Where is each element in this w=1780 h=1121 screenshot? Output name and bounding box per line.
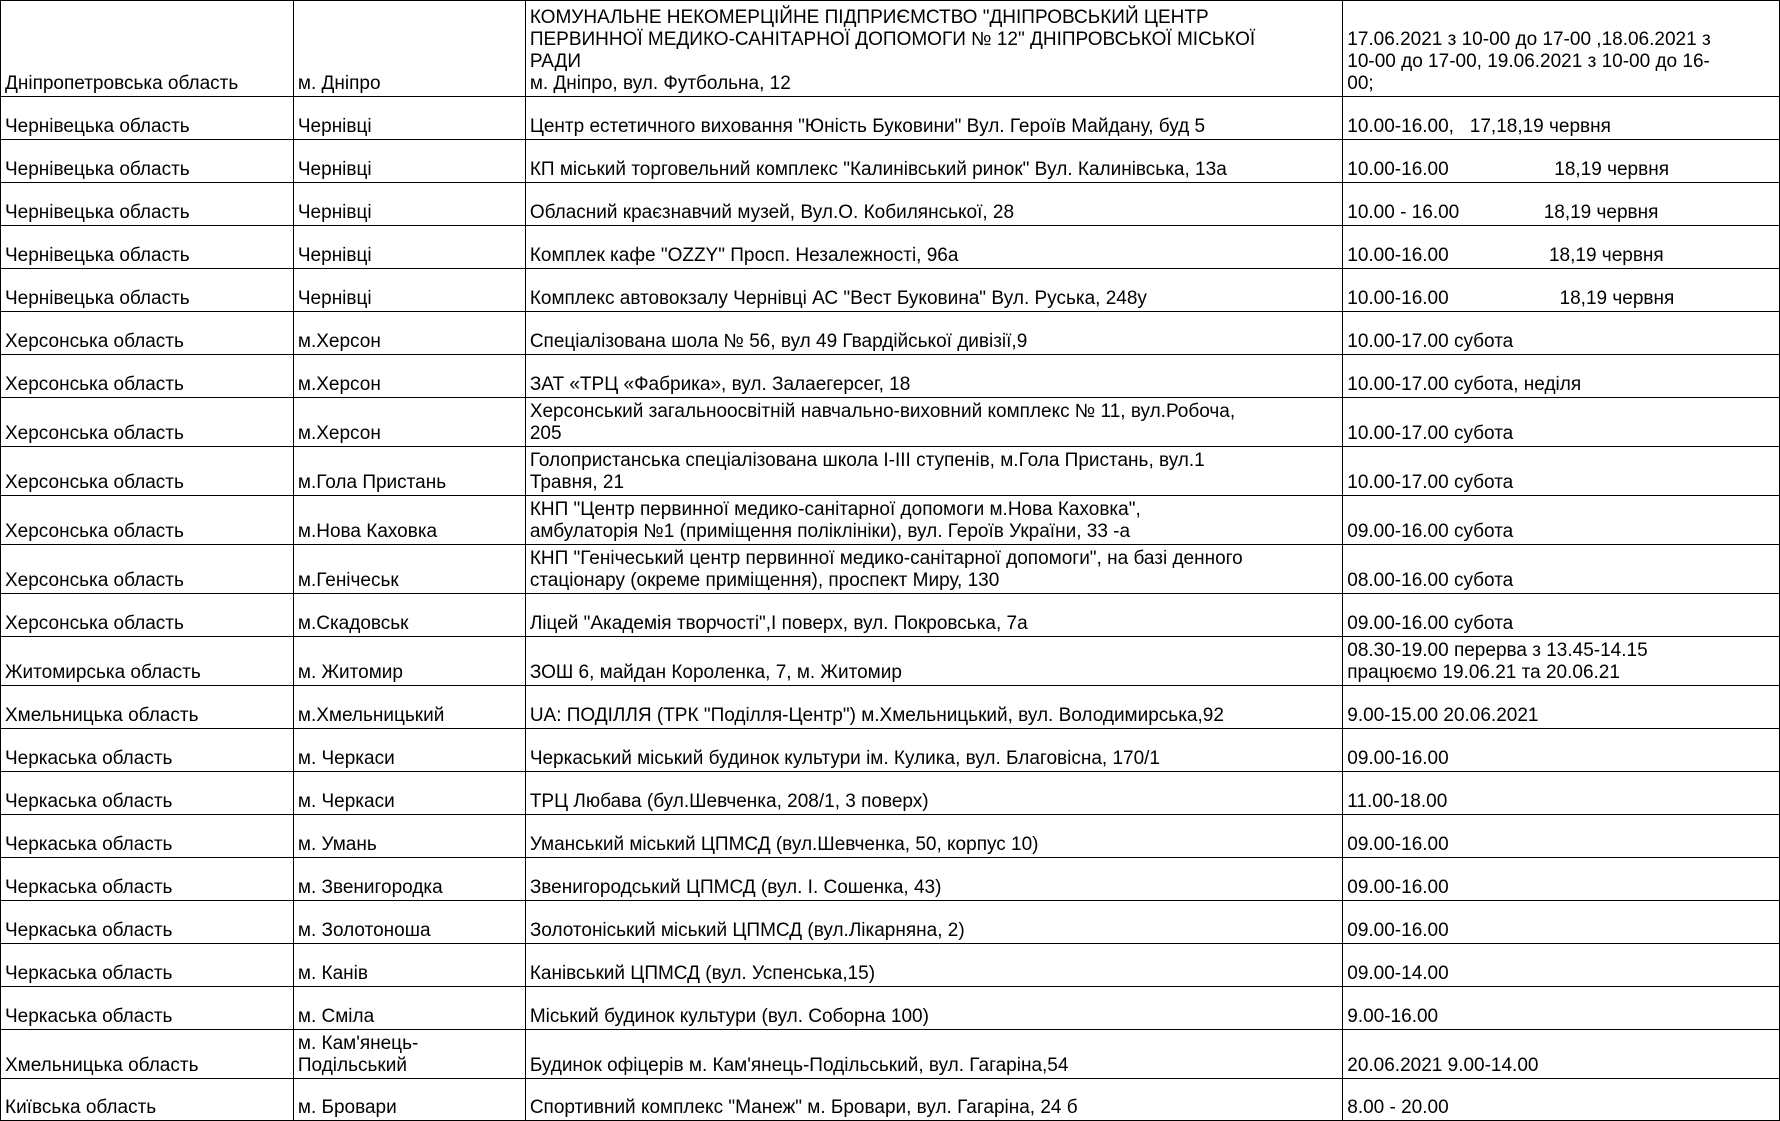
table-row bbox=[1, 97, 1780, 140]
region-cell: Житомирська область bbox=[1, 637, 294, 686]
region-cell: Київська область bbox=[1, 1079, 294, 1121]
time-cell: 8.00 - 20.00 bbox=[1343, 1079, 1780, 1121]
table-row bbox=[1, 355, 1780, 398]
location-cell: КНП "Центр первинної медико-санітарної допомоги м.Нова Каховка", амбулаторія №1 (приміщення поліклініки), вул. Героїв України, 33 -а bbox=[525, 496, 1342, 545]
table-row bbox=[1, 312, 1780, 355]
city-cell: м. Кам'янець- Подільський bbox=[293, 1030, 525, 1079]
location-cell: Херсонський загальноосвітній навчально-виховний комплекс № 11, вул.Робоча, 205 bbox=[525, 398, 1342, 447]
location-cell: Спеціалізована шола № 56, вул 49 Гвардійської дивізії,9 bbox=[525, 312, 1342, 355]
table-row bbox=[1, 447, 1780, 496]
time-cell: 08.00-16.00 субота bbox=[1343, 545, 1780, 594]
location-cell: Канівський ЦПМСД (вул. Успенська,15) bbox=[525, 944, 1342, 987]
time-cell: 10.00-16.00 18,19 червня bbox=[1343, 140, 1780, 183]
time-cell: 9.00-15.00 20.06.2021 bbox=[1343, 686, 1780, 729]
table-row bbox=[1, 686, 1780, 729]
city-cell: м. Житомир bbox=[293, 637, 525, 686]
location-cell: Центр естетичного виховання "Юність Буковини" Вул. Героїв Майдану, буд 5 bbox=[525, 97, 1342, 140]
table-row bbox=[1, 772, 1780, 815]
location-cell: Комплек кафе "OZZY" Просп. Незалежності, 96а bbox=[525, 226, 1342, 269]
table-row bbox=[1, 944, 1780, 987]
region-cell: Херсонська область bbox=[1, 545, 294, 594]
time-cell: 10.00-17.00 субота bbox=[1343, 312, 1780, 355]
city-cell: м. Черкаси bbox=[293, 729, 525, 772]
city-cell: м.Гола Пристань bbox=[293, 447, 525, 496]
table-row bbox=[1, 815, 1780, 858]
location-cell: Обласний краєзнавчий музей, Вул.О. Кобилянської, 28 bbox=[525, 183, 1342, 226]
table-row bbox=[1, 269, 1780, 312]
table-row bbox=[1, 496, 1780, 545]
region-cell: Чернівецька область bbox=[1, 183, 294, 226]
table-body bbox=[1, 1, 1780, 1121]
table-row bbox=[1, 1, 1780, 97]
location-cell: Спортивний комплекс "Манеж" м. Бровари, вул. Гагаріна, 24 б bbox=[525, 1079, 1342, 1121]
table-row bbox=[1, 226, 1780, 269]
region-cell: Херсонська область bbox=[1, 312, 294, 355]
time-cell: 10.00-16.00 18,19 червня bbox=[1343, 226, 1780, 269]
city-cell: Чернівці bbox=[293, 140, 525, 183]
location-cell: Звенигородський ЦПМСД (вул. І. Сошенка, 43) bbox=[525, 858, 1342, 901]
location-cell: Золотоніський міський ЦПМСД (вул.Лікарняна, 2) bbox=[525, 901, 1342, 944]
region-cell: Хмельницька область bbox=[1, 686, 294, 729]
time-cell: 09.00-16.00 bbox=[1343, 901, 1780, 944]
time-cell: 10.00-17.00 субота, неділя bbox=[1343, 355, 1780, 398]
region-cell: Чернівецька область bbox=[1, 140, 294, 183]
time-cell: 17.06.2021 з 10-00 до 17-00 ,18.06.2021 з 10-00 до 17-00, 19.06.2021 з 10-00 до 16- 00; bbox=[1343, 1, 1780, 97]
city-cell: Чернівці bbox=[293, 183, 525, 226]
region-cell: Херсонська область bbox=[1, 447, 294, 496]
time-cell: 10.00 - 16.00 18,19 червня bbox=[1343, 183, 1780, 226]
location-cell: ТРЦ Любава (бул.Шевченка, 208/1, 3 поверх) bbox=[525, 772, 1342, 815]
city-cell: м. Сміла bbox=[293, 987, 525, 1030]
region-cell: Черкаська область bbox=[1, 944, 294, 987]
location-cell: ЗАТ «ТРЦ «Фабрика», вул. Залаегерсег, 18 bbox=[525, 355, 1342, 398]
region-cell: Дніпропетровська область bbox=[1, 1, 294, 97]
city-cell: м.Хмельницький bbox=[293, 686, 525, 729]
table-row bbox=[1, 987, 1780, 1030]
table-row bbox=[1, 183, 1780, 226]
city-cell: м.Скадовськ bbox=[293, 594, 525, 637]
time-cell: 09.00-16.00 bbox=[1343, 729, 1780, 772]
location-cell: Голопристанська спеціалізована школа І-ІІІ ступенів, м.Гола Пристань, вул.1 Травня, 21 bbox=[525, 447, 1342, 496]
location-cell: ЗОШ 6, майдан Короленка, 7, м. Житомир bbox=[525, 637, 1342, 686]
city-cell: м. Бровари bbox=[293, 1079, 525, 1121]
city-cell: м. Умань bbox=[293, 815, 525, 858]
time-cell: 09.00-16.00 субота bbox=[1343, 496, 1780, 545]
region-cell: Херсонська область bbox=[1, 398, 294, 447]
city-cell: м.Херсон bbox=[293, 355, 525, 398]
location-cell: КП міський торговельний комплекс "Калинівський ринок" Вул. Калинівська, 13а bbox=[525, 140, 1342, 183]
table-row bbox=[1, 594, 1780, 637]
city-cell: м.Нова Каховка bbox=[293, 496, 525, 545]
city-cell: м. Черкаси bbox=[293, 772, 525, 815]
region-cell: Херсонська область bbox=[1, 355, 294, 398]
city-cell: м. Золотоноша bbox=[293, 901, 525, 944]
region-cell: Черкаська область bbox=[1, 858, 294, 901]
city-cell: м.Генічеськ bbox=[293, 545, 525, 594]
table-row bbox=[1, 398, 1780, 447]
table-row bbox=[1, 545, 1780, 594]
location-cell: UA: ПОДІЛЛЯ (ТРК "Поділля-Центр") м.Хмельницький, вул. Володимирська,92 bbox=[525, 686, 1342, 729]
time-cell: 9.00-16.00 bbox=[1343, 987, 1780, 1030]
city-cell: Чернівці bbox=[293, 269, 525, 312]
region-cell: Чернівецька область bbox=[1, 226, 294, 269]
time-cell: 08.30-19.00 перерва з 13.45-14.15 працюємо 19.06.21 та 20.06.21 bbox=[1343, 637, 1780, 686]
region-cell: Черкаська область bbox=[1, 815, 294, 858]
time-cell: 20.06.2021 9.00-14.00 bbox=[1343, 1030, 1780, 1079]
table-row bbox=[1, 729, 1780, 772]
city-cell: м. Звенигородка bbox=[293, 858, 525, 901]
time-cell: 09.00-16.00 bbox=[1343, 858, 1780, 901]
time-cell: 09.00-14.00 bbox=[1343, 944, 1780, 987]
city-cell: м.Херсон bbox=[293, 398, 525, 447]
time-cell: 11.00-18.00 bbox=[1343, 772, 1780, 815]
region-cell: Чернівецька область bbox=[1, 269, 294, 312]
city-cell: м. Канів bbox=[293, 944, 525, 987]
time-cell: 10.00-17.00 субота bbox=[1343, 398, 1780, 447]
region-cell: Черкаська область bbox=[1, 987, 294, 1030]
region-cell: Черкаська область bbox=[1, 729, 294, 772]
city-cell: м.Херсон bbox=[293, 312, 525, 355]
table-row bbox=[1, 858, 1780, 901]
time-cell: 09.00-16.00 bbox=[1343, 815, 1780, 858]
location-cell: КОМУНАЛЬНЕ НЕКОМЕРЦІЙНЕ ПІДПРИЄМСТВО "ДНІПРОВСЬКИЙ ЦЕНТР ПЕРВИННОЇ МЕДИКО-САНІТАРНОЇ ДОПОМОГИ № 12" ДНІПРОВСЬКОЇ МІСЬКОЇ РАДИ м. Дніпро, вул. Футбольна, 12 bbox=[525, 1, 1342, 97]
city-cell: Чернівці bbox=[293, 97, 525, 140]
city-cell: м. Дніпро bbox=[293, 1, 525, 97]
location-cell: Комплекс автовокзалу Чернівці АС "Вест Буковина" Вул. Руська, 248у bbox=[525, 269, 1342, 312]
table-row bbox=[1, 637, 1780, 686]
time-cell: 10.00-17.00 субота bbox=[1343, 447, 1780, 496]
region-cell: Черкаська область bbox=[1, 772, 294, 815]
location-cell: Будинок офіцерів м. Кам'янець-Подільський, вул. Гагаріна,54 bbox=[525, 1030, 1342, 1079]
location-cell: Міський будинок культури (вул. Соборна 100) bbox=[525, 987, 1342, 1030]
region-cell: Херсонська область bbox=[1, 594, 294, 637]
location-cell: Ліцей "Академія творчості",І поверх, вул. Покровська, 7а bbox=[525, 594, 1342, 637]
table-row bbox=[1, 1079, 1780, 1121]
location-cell: Черкаський міський будинок культури ім. Кулика, вул. Благовісна, 170/1 bbox=[525, 729, 1342, 772]
table-row bbox=[1, 1030, 1780, 1079]
table-row bbox=[1, 901, 1780, 944]
region-cell: Чернівецька область bbox=[1, 97, 294, 140]
region-cell: Херсонська область bbox=[1, 496, 294, 545]
location-cell: Уманський міський ЦПМСД (вул.Шевченка, 50, корпус 10) bbox=[525, 815, 1342, 858]
time-cell: 09.00-16.00 субота bbox=[1343, 594, 1780, 637]
location-cell: КНП "Генічеський центр первинної медико-санітарної допомоги", на базі денного стаціонару (окреме приміщення), проспект Миру, 130 bbox=[525, 545, 1342, 594]
table-row bbox=[1, 140, 1780, 183]
region-cell: Хмельницька область bbox=[1, 1030, 294, 1079]
time-cell: 10.00-16.00 18,19 червня bbox=[1343, 269, 1780, 312]
city-cell: Чернівці bbox=[293, 226, 525, 269]
time-cell: 10.00-16.00, 17,18,19 червня bbox=[1343, 97, 1780, 140]
region-cell: Черкаська область bbox=[1, 901, 294, 944]
